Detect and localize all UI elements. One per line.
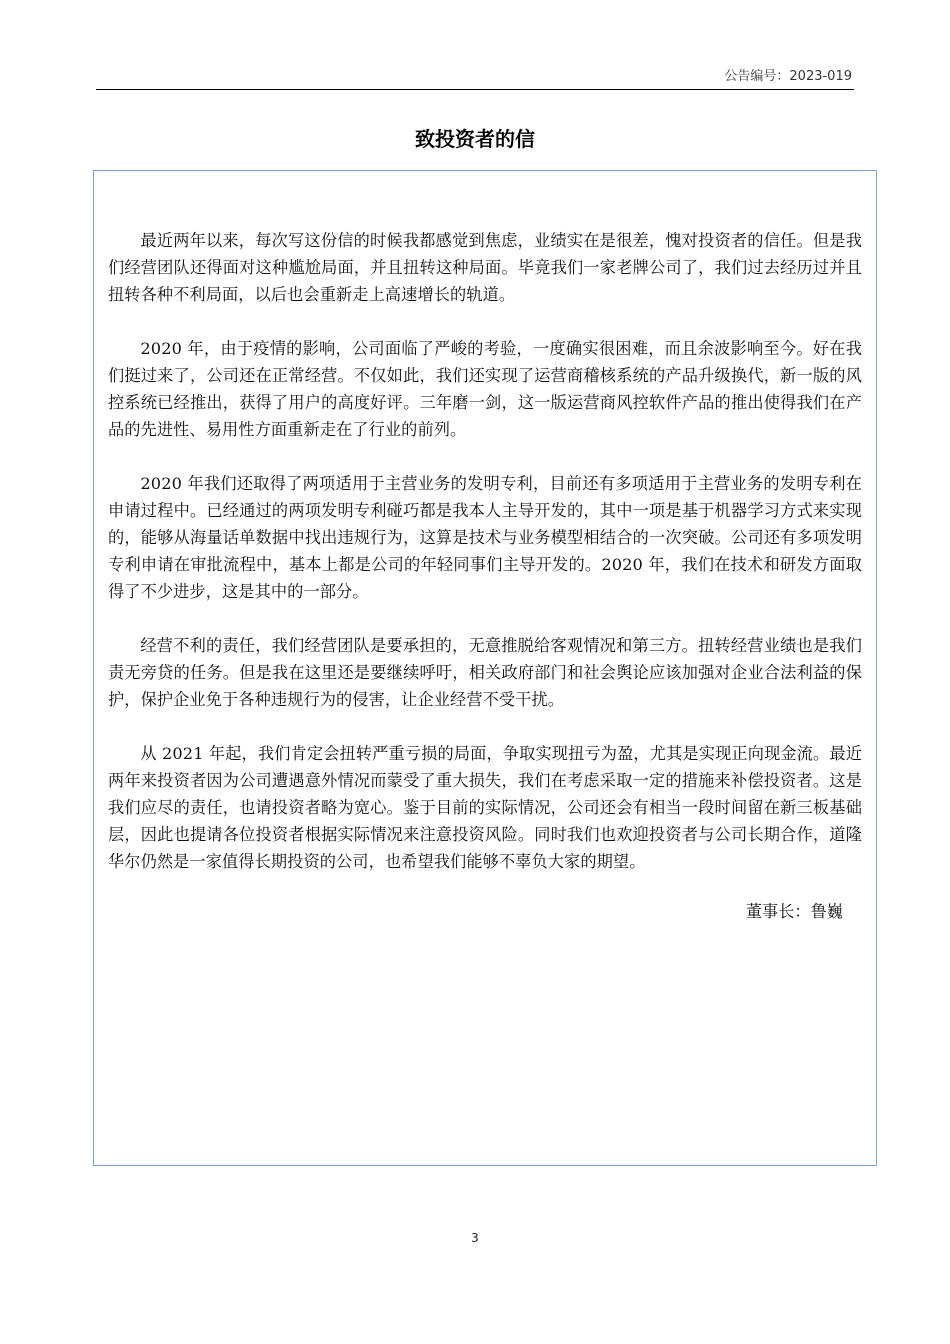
letter-paragraph-1: 最近两年以来，每次写这份信的时候我都感觉到焦虑，业绩实在是很差，愧对投资者的信任。但是我们经营团队还得面对这种尴尬局面，并且扭转这种局面。毕竟我们一家老牌公司了，我们过去经历过并且扭转各种不利局面，以后也会重新走上高速增长的轨道。 (108, 231, 862, 304)
chairman-signature: 董事长：鲁巍 (745, 902, 843, 921)
page-title: 致投资者的信 (415, 127, 535, 151)
announcement-number: 公告编号：2023-019 (724, 69, 852, 84)
letter-paragraph-5: 从 2021 年起，我们肯定会扭转严重亏损的局面，争取实现扭亏为盈，尤其是实现正向现金流。最近两年来投资者因为公司遭遇意外情况而蒙受了重大损失，我们在考虑采取一定的措施来补偿投资者。这是我们应尽的责任，也请投资者略为宽心。鉴于目前的实际情况，公司还会有相当一段时间留在新三板基础层，因此也提请各位投资者根据实际情况来注意投资风险。同时我们也欢迎投资者与公司长期合作，道隆华尔仍然是一家值得长期投资的公司，也希望我们能够不辜负大家的期望。 (108, 744, 862, 871)
letter-paragraph-4: 经营不利的责任，我们经营团队是要承担的，无意推脱给客观情况和第三方。扭转经营业绩也是我们责无旁贷的任务。但是我在这里还是要继续呼吁，相关政府部门和社会舆论应该加强对企业合法利益的保护，保护企业免于各种违规行为的侵害，让企业经营不受干扰。 (108, 636, 862, 709)
letter-paragraph-3: 2020 年我们还取得了两项适用于主营业务的发明专利，目前还有多项适用于主营业务的发明专利在申请过程中。已经通过的两项发明专利碰巧都是我本人主导开发的，其中一项是基于机器学习方式来实现的，能够从海量话单数据中找出违规行为，这算是技术与业务模型相结合的一次突破。公司还有多项发明专利申请在审批流程中，基本上都是公司的年轻同事们主导开发的。2020 年，我们在技术和研发方面取得了不少进步，这是其中的一部分。 (108, 474, 862, 601)
page-number: 3 (471, 1231, 479, 1245)
letter-paragraph-2: 2020 年，由于疫情的影响，公司面临了严峻的考验，一度确实很困难，而且余波影响至今。好在我们挺过来了，公司还在正常经营。不仅如此，我们还实现了运营商稽核系统的产品升级换代，新一版的风控系统已经推出，获得了用户的高度好评。三年磨一剑，这一版运营商风控软件产品的推出使得我们在产品的先进性、易用性方面重新走在了行业的前列。 (108, 339, 862, 439)
letter-frame (93, 170, 877, 1166)
page-header (96, 62, 854, 90)
letter-body (108, 227, 862, 902)
